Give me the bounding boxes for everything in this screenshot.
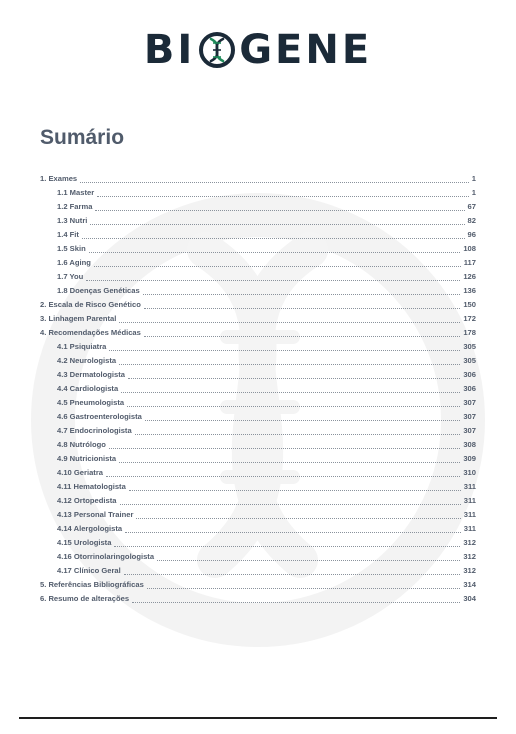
toc-dot-leader (119, 363, 460, 365)
toc-entry-page-number: 136 (463, 286, 476, 295)
toc-entry-page-number: 312 (463, 566, 476, 575)
toc-entry-label: 4.4 Cardiologista (57, 384, 119, 393)
toc-dot-leader (119, 321, 460, 323)
toc-entry[interactable] (40, 298, 476, 312)
toc-entry-label: 4.15 Urologista (57, 538, 112, 547)
toc-entry[interactable] (40, 200, 476, 214)
toc-dot-leader (132, 601, 460, 603)
toc-entry-page-number: 1 (471, 188, 476, 197)
toc-entry[interactable] (40, 592, 476, 606)
toc-dot-leader (145, 419, 461, 421)
table-of-contents (40, 172, 476, 606)
toc-entry[interactable] (40, 536, 476, 550)
toc-entry-page-number: 306 (463, 370, 476, 379)
toc-dot-leader (109, 349, 460, 351)
toc-dot-leader (86, 279, 460, 281)
dna-emblem-icon (198, 31, 236, 69)
toc-entry-page-number: 311 (463, 510, 476, 519)
toc-dot-leader (147, 587, 461, 589)
toc-entry-page-number: 310 (463, 468, 476, 477)
toc-entry[interactable] (40, 228, 476, 242)
toc-dot-leader (125, 531, 461, 533)
toc-dot-leader (144, 307, 460, 309)
toc-entry-label: 4.16 Otorrinolaringologista (57, 552, 155, 561)
toc-entry-page-number: 305 (463, 356, 476, 365)
toc-dot-leader (114, 545, 460, 547)
toc-entry-page-number: 172 (463, 314, 476, 323)
toc-dot-leader (89, 251, 461, 253)
toc-entry[interactable] (40, 424, 476, 438)
toc-entry-label: 4.1 Psiquiatra (57, 342, 107, 351)
toc-entry-page-number: 306 (463, 384, 476, 393)
toc-entry-page-number: 307 (463, 412, 476, 421)
logo-wordmark (144, 27, 372, 73)
toc-entry-page-number: 308 (463, 440, 476, 449)
toc-entry-label: 3. Linhagem Parental (40, 314, 117, 323)
toc-entry[interactable] (40, 564, 476, 578)
toc-entry-page-number: 314 (463, 580, 476, 589)
toc-dot-leader (119, 461, 460, 463)
toc-dot-leader (106, 475, 460, 477)
toc-entry-page-number: 126 (463, 272, 476, 281)
toc-entry[interactable] (40, 382, 476, 396)
toc-entry-label: 4.5 Pneumologista (57, 398, 125, 407)
toc-dot-leader (136, 517, 460, 519)
toc-entry[interactable] (40, 186, 476, 200)
logo-letters-right: GENE (239, 27, 373, 73)
toc-entry-label: 6. Resumo de alterações (40, 594, 130, 603)
toc-entry-page-number: 67 (467, 202, 476, 211)
brand-logo (0, 26, 516, 74)
toc-dot-leader (127, 405, 460, 407)
toc-entry[interactable] (40, 354, 476, 368)
toc-entry-page-number: 96 (467, 230, 476, 239)
toc-entry[interactable] (40, 410, 476, 424)
toc-entry-label: 4.11 Hematologista (57, 482, 126, 491)
toc-entry-label: 1.6 Aging (57, 258, 91, 267)
toc-entry[interactable] (40, 508, 476, 522)
toc-entry-label: 2. Escala de Risco Genético (40, 300, 141, 309)
toc-dot-leader (143, 293, 461, 295)
toc-entry-label: 1.7 You (57, 272, 84, 281)
toc-entry[interactable] (40, 256, 476, 270)
toc-entry-page-number: 1 (471, 174, 476, 183)
toc-entry[interactable] (40, 452, 476, 466)
toc-entry-page-number: 307 (463, 426, 476, 435)
toc-entry[interactable] (40, 480, 476, 494)
toc-entry-label: 4.13 Personal Trainer (57, 510, 134, 519)
toc-dot-leader (80, 181, 469, 183)
toc-entry-label: 1.8 Doenças Genéticas (57, 286, 140, 295)
toc-entry-label: 4.17 Clínico Geral (57, 566, 121, 575)
toc-dot-leader (135, 433, 461, 435)
toc-entry[interactable] (40, 466, 476, 480)
page-title: Sumário (40, 126, 125, 149)
footer-divider (19, 717, 497, 719)
toc-entry-page-number: 307 (463, 398, 476, 407)
toc-entry-label: 4.14 Alergologista (57, 524, 123, 533)
toc-entry[interactable] (40, 312, 476, 326)
toc-entry-page-number: 311 (463, 482, 476, 491)
toc-entry-label: 1.2 Farma (57, 202, 93, 211)
toc-entry[interactable] (40, 284, 476, 298)
toc-entry-label: 4. Recomendações Médicas (40, 328, 141, 337)
toc-dot-leader (109, 447, 460, 449)
toc-dot-leader (124, 573, 461, 575)
toc-dot-leader (121, 391, 460, 393)
toc-entry-page-number: 312 (463, 552, 476, 561)
toc-dot-leader (157, 559, 460, 561)
toc-entry-page-number: 311 (463, 524, 476, 533)
toc-dot-leader (97, 195, 469, 197)
toc-entry-label: 5. Referências Bibliográficas (40, 580, 144, 589)
toc-entry[interactable] (40, 494, 476, 508)
toc-entry-page-number: 178 (463, 328, 476, 337)
toc-entry-label: 4.2 Neurologista (57, 356, 117, 365)
toc-entry-label: 4.3 Dermatologista (57, 370, 125, 379)
toc-entry-page-number: 108 (463, 244, 476, 253)
toc-entry[interactable] (40, 368, 476, 382)
toc-entry-page-number: 304 (463, 594, 476, 603)
toc-entry-label: 1.4 Fit (57, 230, 79, 239)
logo-letters-left: BI (143, 27, 196, 73)
toc-entry-label: 4.8 Nutrólogo (57, 440, 106, 449)
toc-dot-leader (128, 377, 460, 379)
toc-dot-leader (94, 265, 461, 267)
toc-dot-leader (129, 489, 461, 491)
toc-entry-page-number: 305 (463, 342, 476, 351)
toc-entry[interactable] (40, 242, 476, 256)
toc-dot-leader (90, 223, 464, 225)
toc-entry-label: 1. Exames (40, 174, 78, 183)
toc-entry[interactable] (40, 214, 476, 228)
toc-entry[interactable] (40, 172, 476, 186)
toc-dot-leader (95, 209, 464, 211)
toc-entry[interactable] (40, 550, 476, 564)
toc-dot-leader (82, 237, 465, 239)
toc-entry-page-number: 117 (463, 258, 476, 267)
toc-entry-page-number: 82 (467, 216, 476, 225)
toc-entry-label: 4.6 Gastroenterologista (57, 412, 142, 421)
toc-entry-label: 4.12 Ortopedista (57, 496, 117, 505)
toc-entry-label: 4.10 Geriatra (57, 468, 104, 477)
toc-entry-page-number: 312 (463, 538, 476, 547)
toc-entry[interactable] (40, 340, 476, 354)
toc-entry-label: 4.7 Endocrinologista (57, 426, 132, 435)
toc-entry[interactable] (40, 396, 476, 410)
toc-entry-page-number: 150 (463, 300, 476, 309)
toc-dot-leader (120, 503, 461, 505)
toc-entry[interactable] (40, 270, 476, 284)
toc-entry-label: 1.1 Master (57, 188, 95, 197)
toc-entry-page-number: 311 (463, 496, 476, 505)
toc-entry[interactable] (40, 578, 476, 592)
toc-entry-page-number: 309 (463, 454, 476, 463)
toc-entry[interactable] (40, 438, 476, 452)
toc-entry-label: 1.5 Skin (57, 244, 86, 253)
toc-entry-label: 4.9 Nutricionista (57, 454, 117, 463)
toc-entry[interactable] (40, 326, 476, 340)
toc-dot-leader (144, 335, 460, 337)
toc-entry[interactable] (40, 522, 476, 536)
toc-entry-label: 1.3 Nutri (57, 216, 88, 225)
